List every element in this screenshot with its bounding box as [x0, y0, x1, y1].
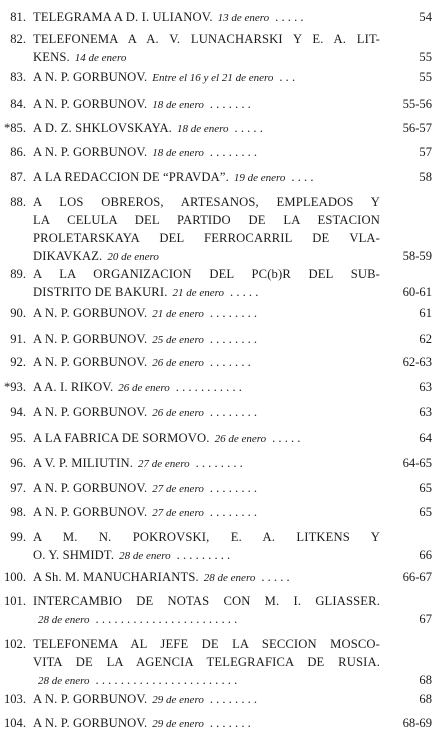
- entry-title: [33, 68, 380, 87]
- entry-date: 18 de enero: [152, 147, 204, 159]
- entry-title: [33, 635, 380, 690]
- entry-title-text: O. Y. SHMIDT.: [33, 548, 115, 562]
- entry-title-text: A M. N. POKROVSKI, E. A. LITKENS Y: [33, 530, 380, 544]
- entry-title-text: A LA FABRICA DE SORMOVO.: [33, 431, 210, 445]
- entry-title: [33, 403, 380, 422]
- entry-title: [33, 690, 380, 709]
- entry-number: 87.: [10, 170, 26, 184]
- entry-number: 91.: [10, 332, 26, 346]
- dot-leader: . . . . . . . .: [209, 145, 258, 159]
- page-number: 65: [419, 481, 432, 495]
- entry-title: [33, 378, 380, 397]
- dot-leader: . . . . . . . .: [209, 505, 258, 519]
- entry-title-line: [33, 283, 380, 302]
- entry-number: 86.: [10, 145, 26, 159]
- page-number: 61: [419, 306, 432, 320]
- toc-entry: [0, 68, 446, 87]
- entry-date: 21 de enero: [172, 287, 225, 299]
- entry-title-text: A N. P. GORBUNOV.: [33, 97, 148, 111]
- entry-title-text: A N. P. GORBUNOV.: [33, 70, 148, 84]
- entry-title-text: LA CELULA DEL PARTIDO DE LA ESTACION: [33, 213, 380, 227]
- page-number: 66-67: [402, 570, 432, 584]
- toc-entry: [0, 95, 446, 114]
- page-number: 55: [419, 50, 432, 64]
- entry-number: 98.: [10, 505, 26, 519]
- entry-date: Entre el 16 y el 21 de enero: [152, 72, 274, 84]
- entry-title-line: [33, 95, 380, 114]
- entry-title-text: A N. P. GORBUNOV.: [33, 405, 148, 419]
- entry-title: [33, 454, 380, 473]
- entry-date: 27 de enero: [138, 458, 190, 470]
- entry-title-text: VITA DE LA AGENCIA TELEGRAFICA DE RUSIA.: [33, 655, 380, 669]
- entry-number: 101.: [3, 594, 26, 608]
- entry-title-line: [33, 168, 380, 187]
- dot-leader: . . . . .: [275, 10, 304, 24]
- toc-entry: [0, 479, 446, 498]
- dot-leader: . . . . . . . .: [209, 481, 258, 495]
- entry-title-text: A LOS OBREROS, ARTESANOS, EMPLEADOS Y: [33, 195, 380, 209]
- dot-leader: . . . . . . . .: [209, 692, 258, 706]
- entry-title-text: TELEFONEMA AL JEFE DE LA SECCION MOSCO-: [33, 637, 380, 651]
- entry-date: 20 de enero: [107, 251, 159, 263]
- entry-date: 28 de enero: [38, 614, 90, 626]
- entry-date: 19 de enero: [233, 172, 286, 184]
- dot-leader: . . . . .: [261, 570, 290, 584]
- entry-title: [33, 30, 380, 67]
- entry-title-text: A N. P. GORBUNOV.: [33, 716, 148, 730]
- entry-number: 103.: [3, 692, 26, 706]
- page-number: 63: [419, 405, 432, 419]
- page-number: 65: [419, 505, 432, 519]
- page-number: 62: [419, 332, 432, 346]
- dot-leader: . . . . . . . .: [209, 332, 258, 346]
- entry-title: [33, 568, 380, 587]
- dot-leader: . . . . . . . .: [209, 405, 258, 419]
- entry-title-line: [33, 568, 380, 587]
- page-number: 62-63: [402, 355, 432, 369]
- page-number: 55-56: [402, 97, 432, 111]
- page-number: 66: [419, 548, 432, 562]
- entry-date: 18 de enero: [176, 123, 229, 135]
- toc-entry: [0, 690, 446, 709]
- entry-title-line: [33, 8, 380, 27]
- dot-leader: . . . . . . .: [209, 355, 251, 369]
- entry-title: [33, 193, 380, 266]
- toc-entry: [0, 528, 446, 565]
- entry-title: [33, 429, 380, 448]
- entry-title: [33, 265, 380, 302]
- entry-number: 83.: [10, 70, 26, 84]
- dot-leader: . . . . . . . .: [209, 306, 258, 320]
- entry-date: 18 de enero: [152, 99, 204, 111]
- entry-title-text: TELEFONEMA A A. V. LUNACHARSKI Y E. A. LIT-: [33, 32, 380, 46]
- entry-number: 97.: [10, 481, 26, 495]
- entry-title-line: [33, 503, 380, 522]
- entry-title-text: A N. P. GORBUNOV.: [33, 332, 148, 346]
- dot-leader: . . . . . . . . . . . . . . . . . . . . . . .: [95, 612, 238, 626]
- entry-title-text: A A. I. RIKOV.: [33, 380, 114, 394]
- toc-entry: [0, 168, 446, 187]
- dot-leader: . . . . .: [272, 431, 301, 445]
- entry-title: [33, 592, 380, 629]
- entry-title-line: [33, 546, 380, 565]
- toc-entry: [0, 30, 446, 67]
- entry-title-line: [33, 714, 380, 733]
- entry-title-text: A Sh. M. MANUCHARIANTS.: [33, 570, 199, 584]
- page-number: 57: [419, 145, 432, 159]
- dot-leader: . . .: [279, 70, 296, 84]
- entry-number: 104.: [3, 716, 26, 730]
- toc-entry: [0, 193, 446, 266]
- entry-title: [33, 8, 380, 27]
- entry-title-text: A LA ORGANIZACION DEL PC(b)R DEL SUB-: [33, 267, 380, 281]
- entry-title: [33, 95, 380, 114]
- entry-title-line: [33, 229, 380, 247]
- entry-title-line: [33, 304, 380, 323]
- entry-title: [33, 330, 380, 349]
- entry-date: 27 de enero: [152, 507, 204, 519]
- entry-title-text: A N. P. GORBUNOV.: [33, 145, 148, 159]
- entry-title-line: [33, 610, 380, 629]
- page-number: 67: [419, 612, 432, 626]
- entry-title-line: [33, 330, 380, 349]
- entry-title: [33, 528, 380, 565]
- dot-leader: . . . . . . .: [209, 716, 251, 730]
- entry-title-line: [33, 143, 380, 162]
- toc-entry: [0, 353, 446, 372]
- entry-number: 96.: [10, 456, 26, 470]
- entry-date: 28 de enero: [203, 572, 256, 584]
- entry-number: 88.: [10, 195, 26, 209]
- dot-leader: . . . . .: [234, 121, 263, 135]
- page-number: 55: [419, 70, 432, 84]
- entry-title-line: [33, 479, 380, 498]
- entry-title-text: A N. P. GORBUNOV.: [33, 505, 148, 519]
- entry-title-line: [33, 193, 380, 211]
- entry-number: 89.: [10, 267, 26, 281]
- entry-title: [33, 119, 380, 138]
- entry-title-text: DISTRITO DE BAKURI.: [33, 285, 168, 299]
- entry-title-text: DIKAVKAZ.: [33, 249, 103, 263]
- entry-title-line: [33, 119, 380, 138]
- entry-title-text: A D. Z. SHKLOVSKAYA.: [33, 121, 172, 135]
- entry-title-line: [33, 353, 380, 372]
- entry-title: [33, 143, 380, 162]
- page-number: 56-57: [402, 121, 432, 135]
- entry-title-text: KENS.: [33, 50, 70, 64]
- entry-title-line: [33, 454, 380, 473]
- entry-date: 26 de enero: [214, 433, 267, 445]
- entry-title-line: [33, 690, 380, 709]
- entry-date: 26 de enero: [118, 382, 170, 394]
- entry-title: [33, 479, 380, 498]
- toc-entry: [0, 304, 446, 323]
- entry-title-line: [33, 48, 380, 67]
- page-number: 64: [419, 431, 432, 445]
- entry-title-line: [33, 247, 380, 266]
- toc-entry: [0, 714, 446, 733]
- entry-title-text: PROLETARSKAYA DEL FERROCARRIL DE VLA-: [33, 231, 380, 245]
- entry-title-line: [33, 592, 380, 610]
- toc-entry: [0, 592, 446, 629]
- entry-title-text: A V. P. MILIUTIN.: [33, 456, 134, 470]
- entry-title-line: [33, 30, 380, 48]
- entry-title-line: [33, 403, 380, 422]
- entry-date: 28 de enero: [38, 675, 90, 687]
- entry-title-text: A N. P. GORBUNOV.: [33, 306, 148, 320]
- entry-title-line: [33, 211, 380, 229]
- entry-title-line: [33, 528, 380, 546]
- toc-entry: [0, 378, 446, 397]
- dot-leader: . . . . . . . . . . . . . . . . . . . . . . .: [95, 673, 238, 687]
- entry-title: [33, 503, 380, 522]
- entry-title-line: [33, 653, 380, 671]
- entry-number: 94.: [10, 405, 26, 419]
- page-number: 63: [419, 380, 432, 394]
- entry-title-line: [33, 68, 380, 87]
- entry-date: 27 de enero: [152, 483, 204, 495]
- entry-date: 25 de enero: [152, 334, 204, 346]
- entry-title-line: [33, 265, 380, 283]
- entry-number: 102.: [3, 637, 26, 651]
- entry-title-text: A N. P. GORBUNOV.: [33, 355, 148, 369]
- entry-title-line: [33, 378, 380, 397]
- entry-number: 95.: [10, 431, 26, 445]
- toc-entry: [0, 429, 446, 448]
- entry-number: 81.: [10, 10, 26, 24]
- entry-title-line: [33, 671, 380, 690]
- toc-entry: [0, 119, 446, 138]
- toc-entry: [0, 330, 446, 349]
- toc-entry: [0, 635, 446, 690]
- toc-entry: [0, 454, 446, 473]
- page-number: 58-59: [402, 249, 432, 263]
- entry-title: [33, 168, 380, 187]
- dot-leader: . . . . . . .: [209, 97, 251, 111]
- dot-leader: . . . . .: [230, 285, 259, 299]
- toc-entry: [0, 568, 446, 587]
- entry-date: 26 de enero: [152, 407, 204, 419]
- dot-leader: . . . . . . . . . . .: [175, 380, 242, 394]
- entry-title-text: A N. P. GORBUNOV.: [33, 692, 148, 706]
- entry-number: 99.: [10, 530, 26, 544]
- page-number: 60-61: [402, 285, 432, 299]
- entry-date: 13 de enero: [217, 12, 270, 24]
- entry-date: 21 de enero: [152, 308, 204, 320]
- page-number: 64-65: [402, 456, 432, 470]
- page-number: 54: [419, 10, 432, 24]
- entry-number: 100.: [3, 570, 26, 584]
- dot-leader: . . . . . . . .: [195, 456, 243, 470]
- toc-entry: [0, 503, 446, 522]
- entry-date: 29 de enero: [152, 718, 204, 730]
- page-number: 58: [419, 170, 432, 184]
- page-number: 68: [419, 692, 432, 706]
- page-number: 68-69: [402, 716, 432, 730]
- dot-leader: . . . .: [291, 170, 314, 184]
- toc-entry: [0, 265, 446, 302]
- entry-title: [33, 714, 380, 733]
- entry-title-text: INTERCAMBIO DE NOTAS CON M. I. GLIASSER.: [33, 594, 380, 608]
- entry-title-line: [33, 429, 380, 448]
- entry-title-text: A LA REDACCION DE “PRAVDA”.: [33, 170, 229, 184]
- entry-number: 90.: [10, 306, 26, 320]
- entry-number: *93.: [3, 380, 26, 394]
- entry-date: 14 de enero: [74, 52, 127, 64]
- entry-title: [33, 304, 380, 323]
- toc-entry: [0, 8, 446, 27]
- entry-date: 26 de enero: [152, 357, 204, 369]
- entry-title: [33, 353, 380, 372]
- page-number: 68: [419, 673, 432, 687]
- entry-date: 29 de enero: [152, 694, 204, 706]
- entry-title-text: TELEGRAMA A D. I. ULIANOV.: [33, 10, 213, 24]
- entry-title-text: A N. P. GORBUNOV.: [33, 481, 148, 495]
- entry-number: 92.: [10, 355, 26, 369]
- entry-date: 28 de enero: [119, 550, 171, 562]
- dot-leader: . . . . . . . . .: [176, 548, 231, 562]
- entry-number: *85.: [3, 121, 26, 135]
- toc-entry: [0, 403, 446, 422]
- entry-number: 84.: [10, 97, 26, 111]
- toc-entry: [0, 143, 446, 162]
- entry-title-line: [33, 635, 380, 653]
- entry-number: 82.: [10, 32, 26, 46]
